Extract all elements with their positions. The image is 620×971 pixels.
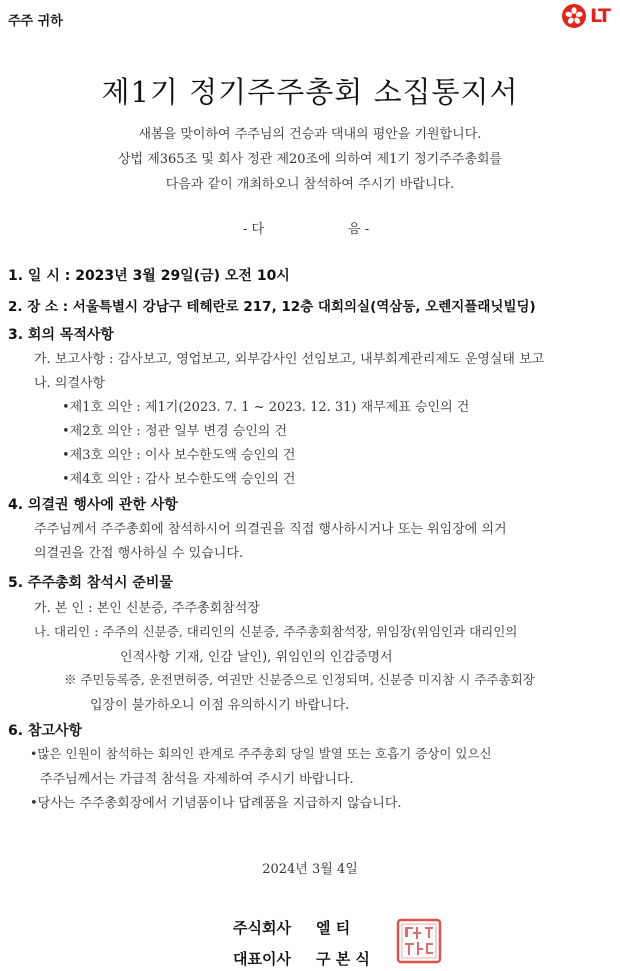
section-reference-heading: 6. 참고사항: [8, 723, 83, 739]
intro-line-3: 다음과 같이 개최하오니 참석하여 주시기 바랍니다.: [165, 177, 455, 192]
reference-bullet-1-line-1: •많은 인원이 참석하는 회의인 관계로 주주총회 당일 발열 또는 호흡기 증상이 있으신: [30, 746, 492, 761]
representative-name: 구 본 식: [316, 950, 370, 968]
divider-right: 음 -: [348, 222, 370, 237]
prep-note-line-1: ※ 주민등록증, 운전면허증, 여권만 신분증으로 인정되며, 신분증 미지참 시 주주총회장: [64, 672, 535, 687]
voting-line-2: 의결권을 간접 행사하실 수 있습니다.: [34, 546, 244, 561]
company-seal-stamp: [396, 918, 442, 964]
reference-bullet-2: •당사는 주주총회장에서 기념품이나 답례품을 지급하지 않습니다.: [30, 796, 402, 811]
company-logo: [562, 3, 610, 29]
prep-note-line-2: 입장이 불가하오니 이점 유의하시기 바랍니다.: [90, 698, 350, 713]
prep-self: 가. 본 인 : 본인 신분증, 주주총회참석장: [34, 601, 260, 616]
voting-line-1: 주주님께서 주주총회에 참석하시어 의결권을 직접 행사하시거나 또는 위임장에 의거: [34, 522, 507, 537]
divider-left: - 다: [243, 222, 265, 237]
prep-proxy-line-2: 인적사항 기재, 인감 날인), 위임인의 인감증명서: [120, 650, 393, 665]
section-place: 2. 장 소 : 서울특별시 강남구 테헤란로 217, 12층 대회의실(역삼동, 오렌지플래닛빌딩): [8, 299, 536, 315]
representative-label: 대표이사: [233, 950, 291, 968]
section-voting-heading: 4. 의결권 행사에 관한 사항: [8, 497, 178, 513]
company-label: 주식회사: [233, 919, 291, 937]
issue-date: 2024년 3월 4일: [262, 862, 358, 877]
agenda-report: 가. 보고사항 : 감사보고, 영업보고, 외부감사인 선임보고, 내부회계관리제도 운영실태 보고: [34, 352, 545, 367]
lt-flower-logo-icon: [562, 4, 586, 28]
agenda-resolution: 나. 의결사항: [34, 376, 106, 391]
agenda-item: •제2호 의안 : 정관 일부 변경 승인의 건: [62, 424, 288, 439]
prep-proxy-line-1: 나. 대리인 : 주주의 신분증, 대리인의 신분증, 주주총회참석장, 위임장(위임인과 대리인의: [34, 624, 518, 639]
reference-bullet-1-line-2: 주주님께서는 가급적 참석을 자제하여 주시기 바랍니다.: [40, 772, 354, 787]
logo-text: LT: [590, 5, 610, 27]
section-agenda-heading: 3. 회의 목적사항: [8, 327, 114, 343]
intro-line-1: 새봄을 맞이하여 주주님의 건승과 댁내의 평안을 기원합니다.: [138, 127, 482, 142]
intro-line-2: 상법 제365조 및 회사 정관 제20조에 의하여 제1기 정기주주총회를: [117, 152, 503, 167]
company-name: 엘 티: [316, 919, 351, 937]
page-title: 제1기 정기주주총회 소집통지서: [101, 75, 519, 109]
agenda-item: •제3호 의안 : 이사 보수한도액 승인의 건: [62, 448, 296, 463]
section-date: 1. 일 시 : 2023년 3월 29일(금) 오전 10시: [8, 268, 290, 284]
agenda-item: •제1호 의안 : 제1기(2023. 7. 1 ~ 2023. 12. 31) 재무제표 승인의 건: [62, 400, 470, 415]
agenda-item: •제4호 의안 : 감사 보수한도액 승인의 건: [62, 472, 296, 487]
section-prep-heading: 5. 주주총회 참석시 준비물: [8, 575, 173, 591]
recipient-label: 주주 귀하: [8, 14, 63, 29]
